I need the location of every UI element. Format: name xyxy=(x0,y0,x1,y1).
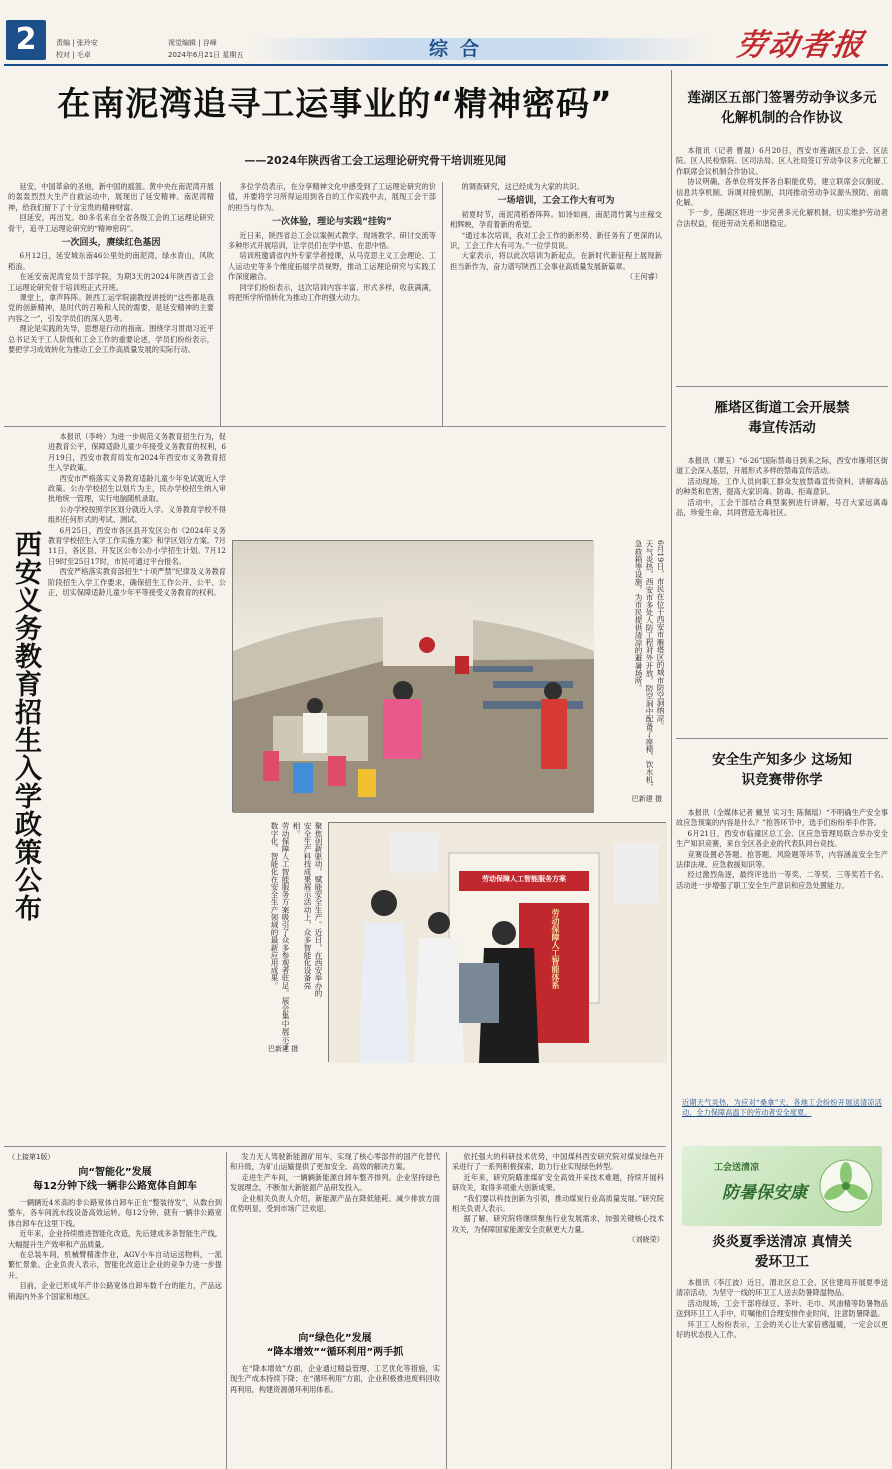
bottom-subheadline-2: “降本增效”“循环利用”两手抓 xyxy=(266,1347,404,1358)
article2-headline: 雁塔区街道工会开展禁毒宣传活动 xyxy=(714,400,850,436)
expo-standee: 劳动保障人工智能体系 xyxy=(551,909,560,989)
bottom-headline-2: 向“绿色化”发展 xyxy=(298,1333,372,1344)
paragraph: 走进生产车间，一辆辆新能源自卸车整齐排列。企业坚持绿色发展理念，不断加大新能源产品研发投入。 xyxy=(230,1172,440,1193)
paragraph: 近日来，陕西省总工会以案例式教学、现场教学、研讨交流等多种形式开展培训，让学员们在学中思、在思中悟。 xyxy=(228,230,436,251)
text-block: 天气炎热，西安市多处人防工程对外开放，防空洞中配备了座椅、饮水机、急救箱等设施，为市民提供清凉的避暑场所。 xyxy=(634,540,654,791)
paragraph: 活动现场，工作人员向职工群众发放禁毒宣传资料，讲解毒品的种类和危害，提高大家识毒、防毒、拒毒意识。 xyxy=(676,476,888,497)
issue-date: 2024年6月21日 星期五 xyxy=(168,51,244,59)
lead-bottom-rule xyxy=(4,426,666,427)
lead-col-3 xyxy=(450,182,662,418)
right-article-1 xyxy=(676,88,888,378)
continuation-note: （上接第1版） xyxy=(8,1153,55,1161)
expo-banner: 劳动保障人工智能服务方案 xyxy=(482,875,566,883)
text-container xyxy=(452,1152,664,1246)
bottom-byline: （刘晓荣） xyxy=(628,1235,664,1245)
expo-credit: 巴新建 摄 xyxy=(268,1045,299,1053)
paragraph: 竞赛设置必答题、抢答题、风险题等环节，内容涵盖安全生产法律法规、应急救援知识等。 xyxy=(676,849,888,870)
lead-byline: （王何睿） xyxy=(626,272,662,282)
expo-photo xyxy=(328,822,666,1062)
paragraph: 本报讯（谭玉）“6·26”国际禁毒日到来之际，西安市雁塔区街道工会深入基层，开展形式多样的禁毒宣传活动。 xyxy=(676,456,888,476)
bottom-col-3 xyxy=(452,1152,664,1469)
paragraph: 西安严格落实教育部招生“十项严禁”纪律及义务教育阶段招生入学工作要求，确保招生工作公开、公平、公正，切实保障适龄儿童少年平等接受义务教育的权利。 xyxy=(48,567,226,598)
paragraph: 同学们纷纷表示，这次培训内容丰富、形式多样，收获满满，将把所学所悟转化为推动工作的强大动力。 xyxy=(228,282,436,303)
cooling-banner xyxy=(682,1146,882,1226)
lead-headline: 在南泥湾追寻工运事业的“精神密码” xyxy=(57,84,613,123)
text-container xyxy=(230,1364,440,1395)
paragraph: 近年来，研究院瞄准煤矿安全高效开采技术难题，持续开展科研攻关，取得多项重大创新成果。 xyxy=(452,1172,664,1193)
cooling-banner-label: 工会送清凉 xyxy=(714,1163,760,1173)
bottom-divider-1 xyxy=(226,1152,227,1469)
bottom-headline-1: 向“智能化”发展 xyxy=(78,1167,152,1178)
article4-headline: 炎炎夏季送清凉 真情关爱环卫工 xyxy=(712,1234,852,1270)
paragraph: 初夏时节，南泥湾稻香阵阵。如诗如画，南泥湾竹篱与庄稼交相辉映，孕育着新的希望。 xyxy=(450,209,662,230)
bottom-col-2 xyxy=(230,1152,440,1469)
lead-col1-subhead: 一次回头，赓续红色基因 xyxy=(61,238,161,249)
right-rule-1 xyxy=(676,386,888,387)
right-article-4 xyxy=(676,1232,888,1469)
paragraph: 的调查研究，这已经成为大家的共识。 xyxy=(461,182,584,191)
shelter-credit: 巴新建 摄 xyxy=(631,795,662,803)
paragraph: 在延安南泥湾党员干部学院，为期3天的2024年陕西省工会工运理论研究骨干培训班正式开班。 xyxy=(8,272,214,292)
text-container xyxy=(676,808,888,891)
page-number: 2 xyxy=(6,20,46,60)
paragraph: 企业相关负责人介绍，新能源产品在降低能耗、减少排放方面优势明显，受到市场广泛欢迎。 xyxy=(230,1193,440,1214)
section-title: 综合 xyxy=(428,38,491,60)
paragraph: 本报讯（李岭）为进一步规范义务教育招生行为，促进教育公平，保障适龄儿童少年接受义务教育的权利，6月19日，西安市教育局发布2024年西安市义务教育招生入学政策。 xyxy=(48,432,226,473)
paragraph: 一辆辆近4米高的非公路宽体自卸车正在“整装待发”，从数台到整车，各车间流水线设备高效运转。每12分钟，就有一辆非公路宽体自卸车在这里下线。 xyxy=(8,1198,222,1228)
paragraph: 理论是实践的先导，思想是行动的指南。围绕学习贯彻习近平总书记关于工人阶级和工会工作的重要论述，学员们纷纷表示，要把学习成效转化为推动工会工作高质量发展的实际行动。 xyxy=(8,324,214,355)
fan-icon xyxy=(816,1156,876,1216)
paragraph: 培训班邀请省内外专家学者授课，从马克思主义工会理论、工人运动史等多个维度拓展学员视野，推动工运理论研究与实践工作深度融合。 xyxy=(228,251,436,282)
text-block: 劳动保障人工智能服务方案吸引了众多参观者驻足。展会集中展示了数字化、智能化在安全生产领域的最新应用成果。 xyxy=(270,822,290,1050)
newspaper-logo: 劳动者报 xyxy=(734,28,867,63)
expo-caption xyxy=(232,822,324,1062)
paragraph: 在“降本增效”方面，企业通过精益管理、工艺优化等措施，实现生产成本持续下降；在“循环利用”方面，企业积极推进废料回收再利用，构建资源循环利用体系。 xyxy=(230,1364,440,1394)
paragraph: “我们要以科技创新为引领，推动煤炭行业高质量发展。”研究院相关负责人表示。 xyxy=(452,1193,664,1214)
feature-bottom-rule xyxy=(4,1146,666,1147)
paragraph: 本报讯（全媒体记者 戴昱 实习生 陈佩瑶）“不明确生产安全事故应急预案的内容是什么？”抢答环节中，选手们纷纷举手作答。 xyxy=(676,808,888,828)
text-container xyxy=(676,146,888,229)
paragraph: 多位学员表示，在分享精神文化中感受到了工运理论研究的价值，并要将学习所得运用到各自的工作实践中去，展现工会干部的担当与作为。 xyxy=(228,182,436,212)
lead-col2-subhead: 一次体验，理论与实践“挂钩” xyxy=(272,217,392,228)
paragraph: 下一步，莲湖区将进一步完善多元化解机制，切实维护劳动者合法权益，促进劳动关系和谐稳定。 xyxy=(676,208,888,228)
text-container xyxy=(8,1198,222,1302)
paragraph: 活动中，工会干部结合典型案例进行讲解，号召大家远离毒品，珍爱生命，共同营造无毒社区。 xyxy=(676,497,888,518)
lead-col-divider-2 xyxy=(442,182,443,426)
editor-left: 责编 | 张玲安 xyxy=(56,39,98,47)
bottom-subheadline-1: 每12分钟下线一辆非公路宽体自卸车 xyxy=(33,1181,197,1192)
text-container xyxy=(676,1278,888,1340)
paragraph: 依托强大的科研技术优势，中国煤科西安研究院对煤炭绿色开采进行了一系列积极探索，助力行业实现绿色转型。 xyxy=(452,1152,664,1172)
text-block: 聚焦创新驱动，赋能安全生产。近日，在西安举办的安全生产科技成果展示活动上，众多智能化设备亮相。 xyxy=(292,822,323,997)
paragraph: 课堂上，拿声阵阵。陕西工运学院副教授讲授的“这些都是我党的创新精神，是时代的召唤和人民的需要，是延安精神的主要内容之一”，引发学员们的深入思考。 xyxy=(8,293,214,323)
right-article-3 xyxy=(676,750,888,1090)
text-container xyxy=(230,1152,440,1328)
paragraph: 环卫工人纷纷表示，工会的关心让大家倍感温暖，一定会以更好的状态投入工作。 xyxy=(676,1319,888,1340)
paragraph: 目前，企业已形成年产非公路宽体自卸车数千台的能力，产品远销海内外多个国家和地区。 xyxy=(8,1281,222,1301)
header-rule xyxy=(4,64,888,66)
proof-left: 校对 | 毛卓 xyxy=(56,51,91,59)
bottom-divider-2 xyxy=(446,1152,447,1469)
text-block: 6月19日，市民在位于西安市雁塔区的城市防空洞纳凉。 xyxy=(656,540,665,730)
heat-note: 近期天气炎热，为应对“桑拿”天，各地工会纷纷开展送清凉活动，全力保障高温下的劳动者安全度夏。 xyxy=(682,1098,882,1118)
cooling-banner-slogan: 防暑保安康 xyxy=(722,1183,807,1203)
masthead xyxy=(0,0,892,68)
paragraph: 发力无人驾驶新能源矿用车，实现了核心零部件的国产化替代和升级，为矿山运输提供了更加安全、高效的解决方案。 xyxy=(230,1152,440,1172)
paragraph: 活动现场，工会干部将绿豆、茶叶、毛巾、风油精等防暑物品送到环卫工人手中，叮嘱他们合理安排作业时间，注意防暑降温。 xyxy=(676,1298,888,1319)
feature-vertical-title xyxy=(8,530,44,980)
shelter-scene-image xyxy=(233,541,594,813)
paragraph: 据了解，研究院将继续聚焦行业发展需求，加强关键核心技术攻关，为保障国家能源安全贡献更大力量。 xyxy=(452,1214,664,1234)
paragraph: 6月12日，延安城东南46公里处的南泥湾，绿水青山，风吹稻浪。 xyxy=(8,251,214,271)
paragraph: 西安市严格落实义务教育适龄儿童少年免试就近入学政策。公办学校招生以划片为主，民办学校招生纳入审批地统一管理，实行电脑随机录取。 xyxy=(48,473,226,504)
paragraph: 本报讯（李江波）近日，渭北区总工会、区住建局开展夏季送清凉活动，为坚守一线的环卫工人送去防暑降温物品。 xyxy=(676,1278,888,1298)
paragraph: “通过本次培训，我对工会工作的新形势、新任务有了更深的认识，工会工作大有可为。”一位学员说。 xyxy=(450,230,662,251)
lead-subtitle: ——2024年陕西省工会工运理论研究骨干培训班见闻 xyxy=(244,154,506,167)
paragraph: 在总装车间，机械臂精准作业，AGV小车自动运送物料，一派繁忙景象。企业负责人表示，智能化改造让企业的竞争力进一步提升。 xyxy=(8,1250,222,1280)
expo-scene-image xyxy=(329,823,667,1063)
text-container xyxy=(676,456,888,518)
article1-headline: 莲湖区五部门签署劳动争议多元化解机制的合作协议 xyxy=(687,90,877,126)
lead-col-1 xyxy=(8,182,214,418)
paragraph: 6月21日，西安市临潼区总工会、区应急管理局联合举办安全生产知识竞赛，来自全区各企业的代表队同台竞技。 xyxy=(676,828,888,849)
paragraph: 近年来，企业持续推进智能化改造，先后建成多条智能生产线，大幅提升生产效率和产品质量。 xyxy=(8,1229,222,1249)
shelter-photo xyxy=(232,540,593,812)
paragraph: 经过激烈角逐，最终评选出一等奖、二等奖、三等奖若干名。活动进一步增强了职工安全生产意识和应急处置能力。 xyxy=(676,870,888,890)
paragraph: 延安，中国革命的圣地，新中国的摇篮。黄中央在南泥湾开展的轰轰烈烈大生产自救运动中，展现出了延安精神、南泥湾精神，给我们留下了十分宝贵的精神财富。 xyxy=(8,182,214,212)
article3-headline: 安全生产知多少 这场知识竞赛带你学 xyxy=(712,752,852,788)
paragraph: 大家表示，将以此次培训为新起点，在新时代新征程上展现新担当新作为，奋力谱写陕西工会事业高质量发展新篇章。 xyxy=(450,251,662,271)
feature-body xyxy=(48,432,226,1042)
lead-col3-subhead: 一场培训，工会工作大有可为 xyxy=(497,196,615,207)
right-rule-2 xyxy=(676,738,888,739)
paragraph: 本报讯（记者 曹晟）6月20日，西安市莲湖区总工会、区法院、区人民检察院、区司法局、区人社局签订劳动争议多元化解工作联席会议机制合作协议。 xyxy=(676,146,888,176)
lead-col-divider-1 xyxy=(220,182,221,426)
paragraph: 回延安，再出发。80多名来自全省各级工会的工运理论研究骨干，追寻工运理论研究的“精神密码”。 xyxy=(8,213,214,233)
lead-article xyxy=(4,74,666,355)
lead-col-2 xyxy=(228,182,436,418)
paragraph: 协议明确，各单位将发挥各自职能优势，建立联席会议制度、信息共享机制、诉调对接机制，共同推动劳动争议源头预防、前端化解。 xyxy=(676,177,888,208)
right-column-divider xyxy=(671,70,672,1469)
editor-right: 视觉编辑 | 谷峰 xyxy=(168,39,217,47)
paragraph: 6月25日，西安市各区县开发区公布《2024年义务教育学校招生入学工作实施方案》和学区划分方案。7月11日，各区县、开发区公布公办小学招生计划。7月12日9时至25日17时，市民可通过平台报名。 xyxy=(48,525,226,566)
text-block: 西安义务教育招生入学政策公布 xyxy=(10,530,41,922)
bottom-col-1 xyxy=(8,1152,222,1469)
shelter-caption xyxy=(598,540,666,812)
paragraph: 公办学校按照学区划分就近入学。义务教育学校不得组织任何形式的考试、测试。 xyxy=(48,504,226,525)
right-article-2 xyxy=(676,398,888,728)
